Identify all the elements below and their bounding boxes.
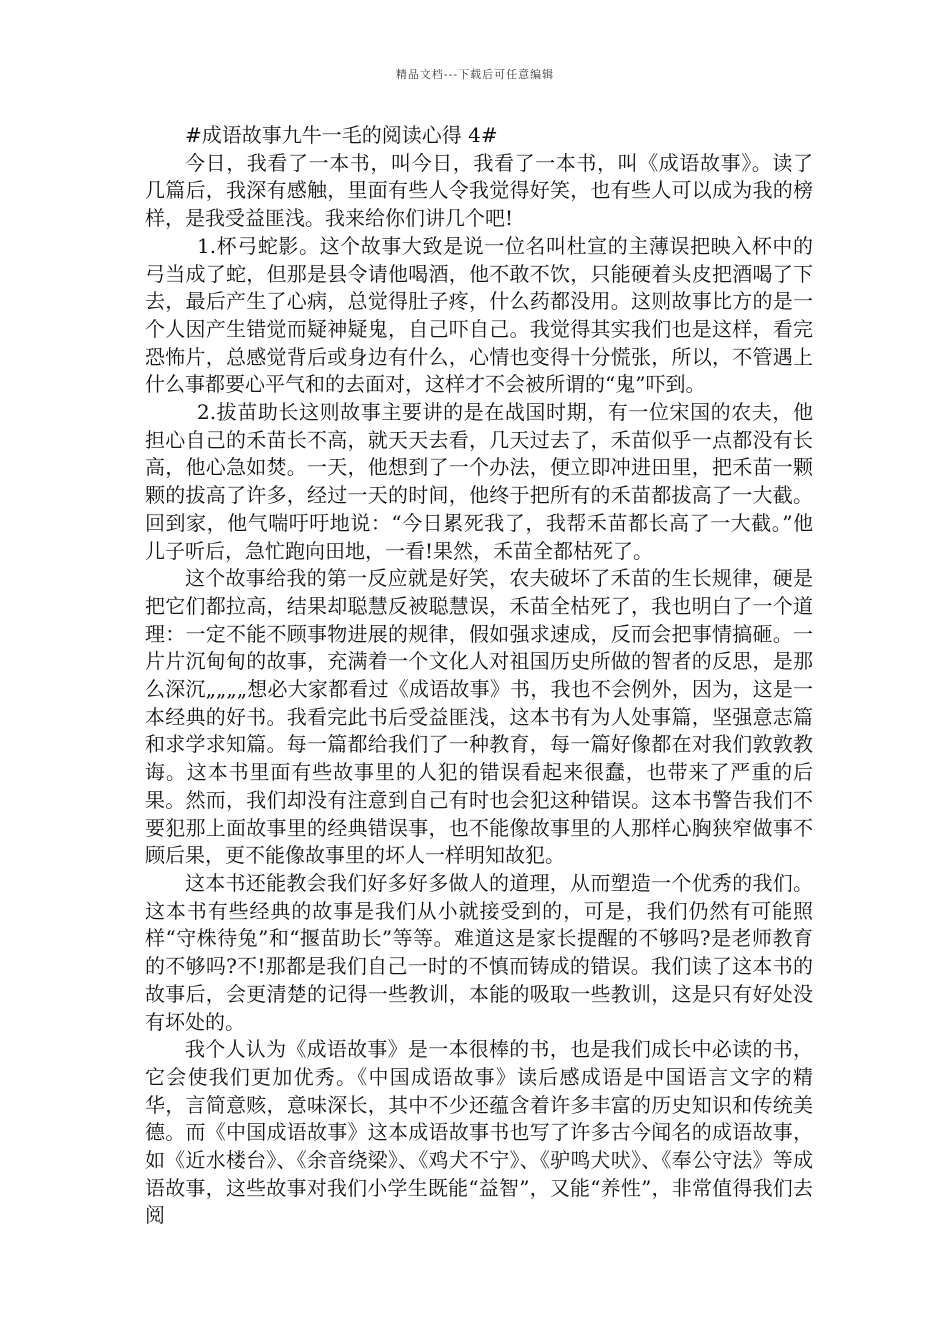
paragraph-story-2: 2.拔苗助长这则故事主要讲的是在战国时期，有一位宋国的农夫，他担心自己的禾苗长不高，就天天去看，几天过去了，禾苗似乎一点都没有长高，他心急如焚。一天，他想到了一个办法，便立即冲进田里，把禾苗一颗颗的拔高了许多，经过一天的时间，他终于把所有的禾苗都拔高了一大截。回到家，他气喘吁吁地说：“今日累死我了，我帮禾苗都长高了一大截。”他儿子听后，急忙跑向田地，一看!果然，禾苗全都枯死了。 (145, 400, 813, 563)
document-body (145, 122, 813, 1230)
page-header: 精品文档---下载后可任意编辑 (395, 68, 555, 81)
paragraph-story-1: 1.杯弓蛇影。这个故事大致是说一位名叫杜宣的主薄误把映入杯中的弓当成了蛇，但那是县令请他喝酒，他不敢不饮，只能硬着头皮把酒喝了下去，最后产生了心病，总觉得肚子疼，什么药都没用。这则故事比方的是一个人因产生错觉而疑神疑鬼，自己吓自己。我觉得其实我们也是这样，看完恐怖片，总感觉背后或身边有什么，心情也变得十分慌张，所以，不管遇上什么事都要心平气和的去面对，这样才不会被所谓的“鬼”吓到。 (145, 233, 813, 397)
document-title: #成语故事九牛一毛的阅读心得 4# (185, 123, 498, 147)
paragraph-reflection-2: 这本书还能教会我们好多好多做人的道理，从而塑造一个优秀的我们。这本书有些经典的故事是我们从小就接受到的，可是，我们仍然有可能照样“守株待兔”和“揠苗助长”等等。难道这是家长提醒的不够吗?是老师教育的不够吗?不!那都是我们自己一时的不慎而铸成的错误。我们读了这本书的故事后，会更清楚的记得一些教训，本能的吸取一些教训，这是只有好处没有坏处的。 (145, 870, 813, 1034)
paragraph-conclusion: 我个人认为《成语故事》是一本很棒的书，也是我们成长中必读的书，它会使我们更加优秀。《中国成语故事》读后感成语是中国语言文字的精华，言简意赅，意味深长，其中不少还蕴含着许多丰富的历史知识和传统美德。而《中国成语故事》这本成语故事书也写了许多古今闻名的成语故事，如《近水楼台》、《余音绕梁》、《鸡犬不宁》、《驴鸣犬吠》、《奉公守法》等成语故事，这些故事对我们小学生既能“益智”，又能“养性”，非常值得我们去阅 (145, 1037, 813, 1228)
paragraph-intro: 今日，我看了一本书，叫今日，我看了一本书，叫《成语故事》。读了几篇后，我深有感触，里面有些人令我觉得好笑，也有些人可以成为我的榜样，是我受益匪浅。我来给你们讲几个吧! (145, 150, 813, 231)
paragraph-reflection-1: 这个故事给我的第一反应就是好笑，农夫破坏了禾苗的生长规律，硬是把它们都拉高，结果却聪慧反被聪慧误，禾苗全枯死了，我也明白了一个道理：一定不能不顾事物进展的规律，假如强求速成，反而会把事情搞砸。一片片沉甸甸的故事，充满着一个文化人对祖国历史所做的智者的反思，是那么深沉„„„„想必大家都看过《成语故事》书，我也不会例外，因为，这是一本经典的好书。我看完此书后受益匪浅，这本书有为人处事篇，坚强意志篇和求学求知篇。每一篇都给我们了一种教育，每一篇好像都在对我们敦敦教诲。这本书里面有些故事里的人犯的错误看起来很蠢，也带来了严重的后果。然而，我们却没有注意到自己有时也会犯这种错误。这本书警告我们不要犯那上面故事里的经典错误事，也不能像故事里的人那样心胸狭窄做事不顾后果，更不能像故事里的坏人一样明知故犯。 (145, 566, 813, 868)
